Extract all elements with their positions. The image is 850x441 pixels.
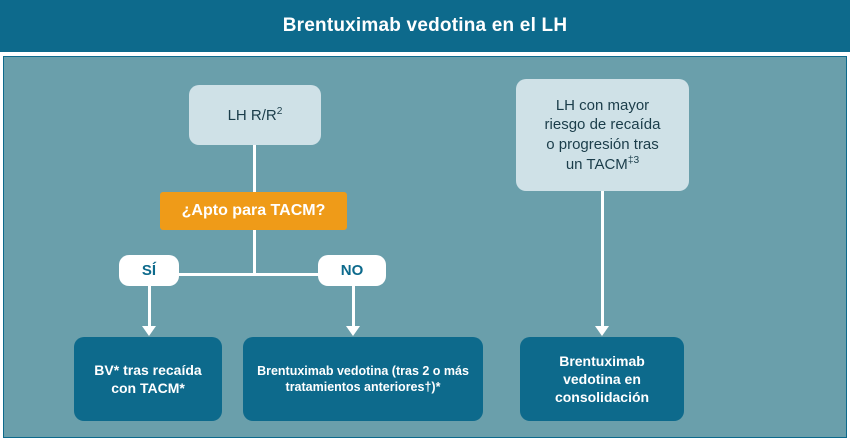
node-decision-label: ¿Apto para TACM? — [181, 202, 326, 219]
node-outcome-consolidation — [520, 337, 684, 421]
connector-right-down — [601, 191, 604, 328]
page-title: Brentuximab vedotina en el LH — [282, 15, 568, 36]
node-yes — [119, 255, 179, 286]
node-no-label: NO — [340, 262, 364, 279]
node-outcome-yes-label: BV* tras recaída con TACM* — [94, 361, 202, 396]
arrow-no — [346, 326, 360, 336]
node-outcome-no-label: Brentuximab vedotina (tras 2 o más tratamientos anteriores†)* — [257, 363, 469, 394]
connector-decision-down — [253, 230, 256, 276]
connector-yes-down — [148, 286, 151, 328]
node-decision-tacm — [160, 192, 347, 230]
node-no — [318, 255, 386, 286]
diagram-panel — [3, 56, 847, 438]
node-outcome-consolidation-label: Brentuximab vedotina en consolidación — [554, 352, 650, 406]
node-outcome-yes — [74, 337, 222, 421]
node-lh-rr — [189, 85, 321, 145]
node-outcome-no — [243, 337, 483, 421]
arrow-yes — [142, 326, 156, 336]
connector-no-down — [352, 286, 355, 328]
node-lh-rr-label: LH $R/R^2$ — [227, 105, 283, 124]
node-lh-high-risk — [516, 79, 689, 191]
arrow-right — [595, 326, 609, 336]
connector-lhrr-to-decision — [253, 145, 256, 192]
node-yes-label: SÍ — [141, 262, 157, 279]
header-bar — [0, 0, 850, 52]
node-lh-high-risk-label: LH con mayor riesgo de recaída o progresión tras un TACM$^{\ddagger 3}$ — [544, 97, 661, 173]
